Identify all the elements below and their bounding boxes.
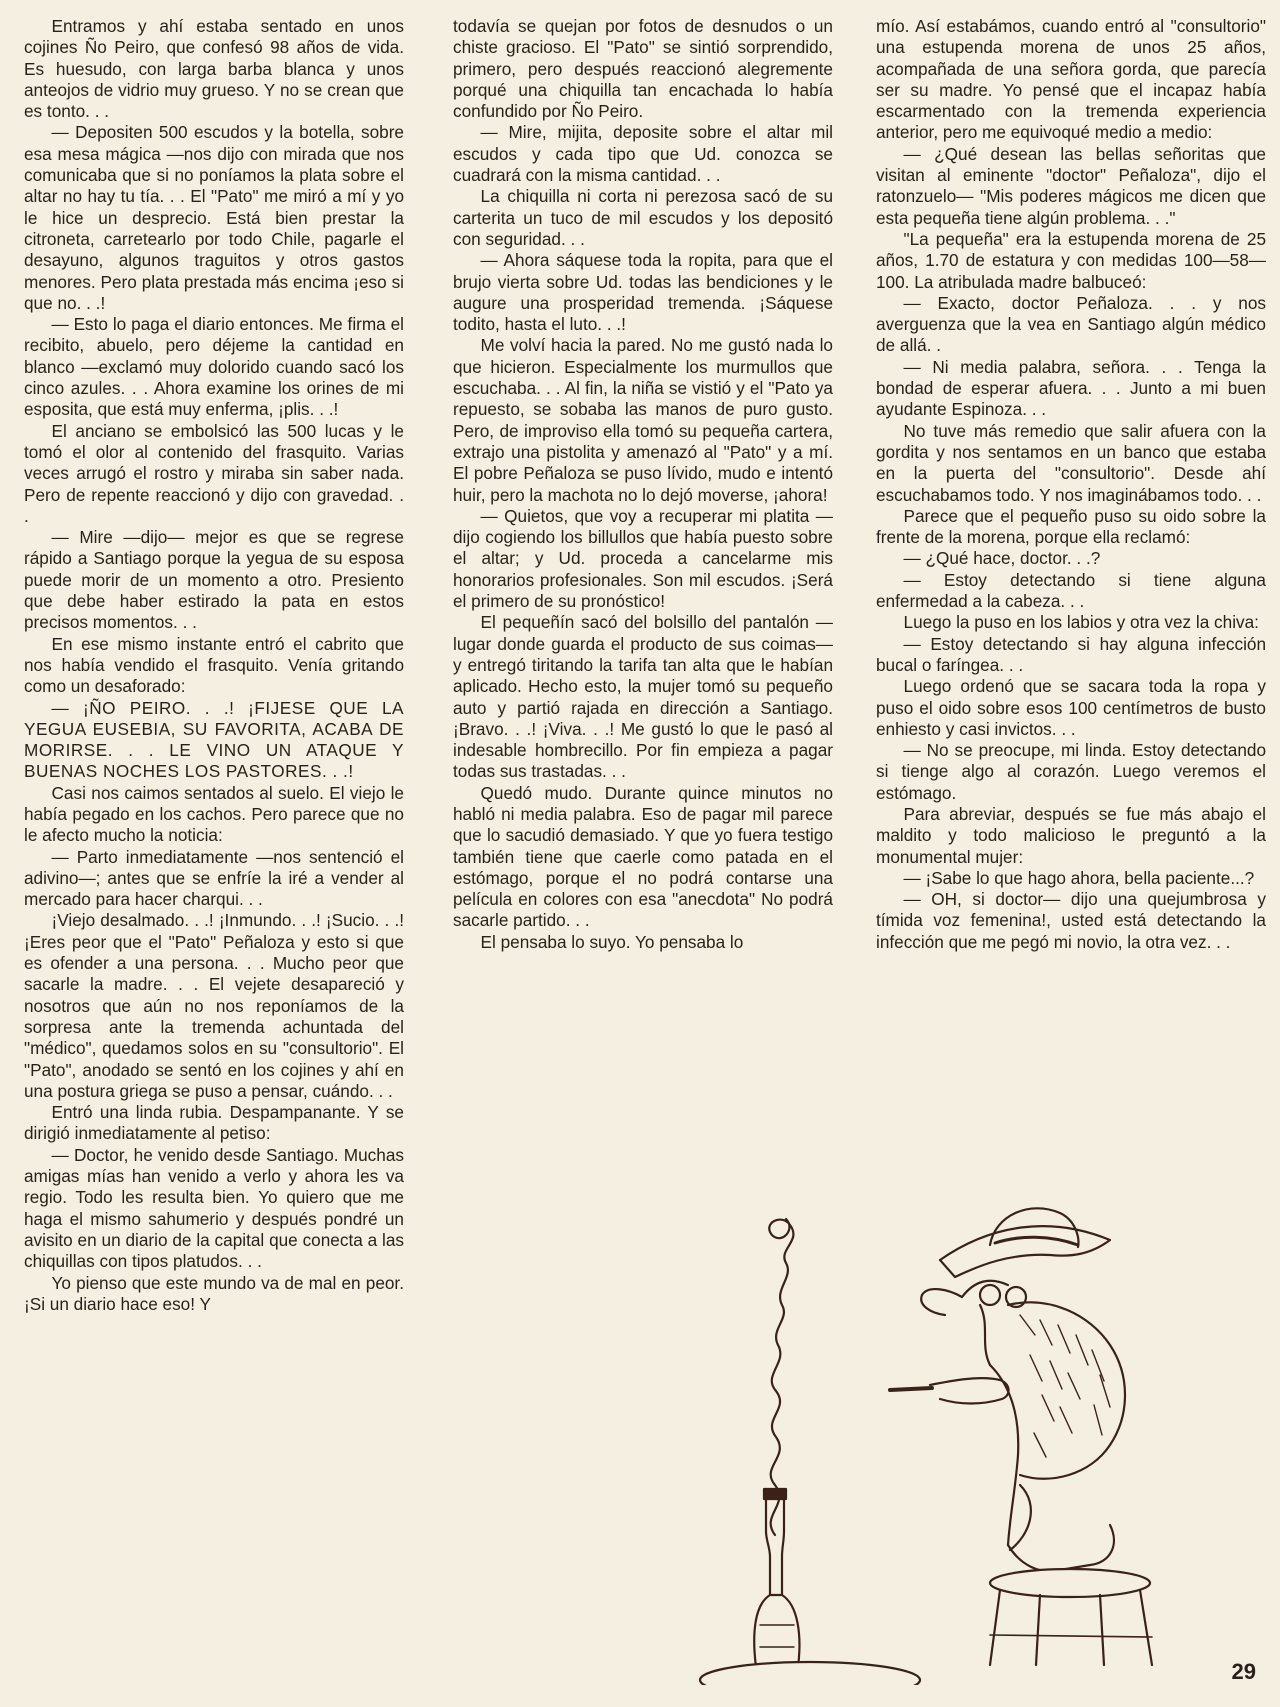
paragraph: "La pequeña" era la estupenda morena de 25 años, 1.70 de estatura y con medidas 100—58—100. La atribulada madre balbuceó:: [876, 228, 1266, 292]
text-column-2: [453, 16, 833, 953]
paragraph: Casi nos caimos sentados al suelo. El viejo le había pegado en los cachos. Pero parece que no le afecto mucho la noticia:: [24, 782, 404, 846]
paragraph: — ¡ÑO PEIRO. . .! ¡FIJESE QUE LA YEGUA EUSEBIA, SU FAVORITA, ACABA DE MORIRSE. . . LE VINO UN ATAQUE Y BUENAS NOCHES LOS PASTORES. . .!: [24, 697, 404, 782]
paragraph: — Ni media palabra, señora. . . Tenga la bondad de esperar afuera. . . Junto a mi buen ayudante Espinoza. . .: [876, 356, 1266, 420]
text-column-1: [24, 16, 404, 1315]
table: [700, 1662, 920, 1685]
paragraph: — Estoy detectando si hay alguna infección bucal o faríngea. . .: [876, 633, 1266, 675]
paragraph: En ese mismo instante entró el cabrito que nos había vendido el frasquito. Venía gritando como un desaforado:: [24, 633, 404, 697]
paragraph: La chiquilla ni corta ni perezosa sacó de su carterita un tuco de mil escudos y los depositó con seguridad. . .: [453, 186, 833, 249]
paragraph: Quedó mudo. Durante quince minutos no habló ni media palabra. Eso de pagar mil parece que lo sacudió demasiado. Y que yo fuera testigo también tiene que caerle como patada en el estómago, porque el no podrá contarse una película en colores con esa "anecdota" No podrá sacarle partido. . .: [453, 782, 833, 931]
paragraph: — ¡Sabe lo que hago ahora, bella paciente...?: [903, 867, 1255, 888]
paragraph: — No se preocupe, mi linda. Estoy detectando si tienge algo al corazón. Luego veremos el estómago.: [876, 740, 1266, 803]
paragraph: Yo pienso que este mundo va de mal en peor. ¡Si un diario hace eso! Y: [24, 1272, 404, 1314]
paragraph: todavía se quejan por fotos de desnudos o un chiste gracioso. El "Pato" se sintió sorprendido, primero, pero después reaccionó alegremente porqué una chiquilla tan encachada lo había confundido por Ño Peiro.: [453, 16, 833, 122]
paragraph: — Esto lo paga el diario entonces. Me firma el recibito, abuelo, pero déjeme la cantidad en blanco —exclamó muy dolorido cuando sacó los cinco azules. . . Ahora examine los orines de mi esposita, que está muy enferma, ¡plis. . .!: [24, 314, 404, 420]
paragraph: — Doctor, he venido desde Santiago. Muchas amigas mías han venido a verlo y ahora les va regio. Todo les resulta bien. Yo quiero que me haga el mismo sahumerio y después pondré un avisito en un diario de la capital que conecta a las chiquillas con tipos platudos. . .: [24, 1144, 404, 1272]
paragraph: Para abreviar, después se fue más abajo el maldito y todo malicioso le preguntó a la monumental mujer:: [876, 803, 1266, 867]
paragraph: — Ahora sáquese toda la ropita, para que el brujo vierta sobre Ud. todas las bendiciones y le augure una prosperidad tremenda. ¡Sáquese todito, hasta el luto. . .!: [453, 250, 833, 335]
paragraph: El anciano se embolsicó las 500 lucas y le tomó el olor al contenido del frasquito. Varias veces arrugó el rostro y miraba sin saber nada. Pero de repente reaccionó y dijo con gravedad. . .: [24, 420, 404, 526]
bottle: [754, 1489, 799, 1667]
smoke-swirl: [769, 1219, 793, 1535]
paragraph: No tuve más remedio que salir afuera con la gordita y nos sentamos en un banco que estaba en la puerta del "consultorio". Desde ahí escuchabamos todo. Y nos imaginábamos todo. . .: [876, 420, 1266, 505]
text-column-3: [876, 16, 1266, 953]
paragraph: Me volví hacia la pared. No me gustó nada lo que hicieron. Especialmente los murmullos que escuchaba. . . Al fin, la niña se vistió y el "Pato ya repuesto, se sobaba las manos de puro gusto. Pero, de improviso ella tomó su pequeña cartera, extrajo una pistolita y amenazó al "Pato" y a mí. El pobre Peñaloza se puso lívido, mudo e intentó huir, pero la machota no lo dejó moverse, ¡ahora!: [453, 335, 833, 505]
paragraph: — ¿Qué hace, doctor. . .?: [903, 548, 1101, 569]
paragraph: — Mire, mijita, deposite sobre el altar mil escudos y cada tipo que Ud. conozca se cuadrará con la misma cantidad. . .: [453, 122, 833, 186]
paragraph: ¡Viejo desalmado. . .! ¡Inmundo. . .! ¡Sucio. . .! ¡Eres peor que el "Pato" Peñaloza y esto si que es ofender a una persona. . . Mucho peor que sacarle la madre. . . El vejete desapareció y nosotros que aún no nos reponíamos de la sorpresa ante la tremenda achuntada del "médico", quedamos solos en su "consultorio". El "Pato", anodado se sentó en los cojines y ahí en una postura griega se puso a pensar, cuándo. . .: [24, 910, 404, 1101]
paragraph: — Depositen 500 escudos y la botella, sobre esa mesa mágica —nos dijo con mirada que nos comunicaba que si no poníamos la plata sobre el altar no hay tu tía. . . El "Pato" me miró a mí y yo le hice un desprecio. Está bien prestar la citroneta, carretearlo por todo Chile, pagarle el desayuno, algunos traguitos y otros gastos menores. Pero plata prestada más encima ¡eso si que no. . .!: [24, 122, 404, 313]
cartoon-illustration: [690, 1185, 1250, 1685]
paragraph: — Mire —dijo— mejor es que se regrese rápido a Santiago porque la yegua de su esposa puede morir de un momento a otro. Presiento que debe haber estirado la pata en estos precisos momentos. . .: [24, 527, 404, 633]
paragraph: — Parto inmediatamente —nos sentenció el adivino—; antes que se enfríe la iré a vender al mercado para hacer charqui. . .: [24, 846, 404, 910]
paragraph: mío. Así estabámos, cuando entró al "consultorio" una estupenda morena de unos 25 años, acompañada de una señora gorda, que parecía ser su madre. Yo pensé que el incapaz había escarmentado con la tremenda experiencia anterior, pero me equivoqué medio a medio:: [876, 16, 1266, 143]
paragraph: Entramos y ahí estaba sentado en unos cojines Ño Peiro, que confesó 98 años de vida. Es huesudo, con larga barba blanca y unos anteojos de vidrio muy grueso. Y no se crean que es tonto. . .: [24, 16, 404, 122]
paragraph: Luego ordenó que se sacara toda la ropa y puso el oido sobre esos 100 centímetros de busto enhiesto y casi invictos. . .: [876, 676, 1266, 739]
paragraph: — OH, si doctor— dijo una quejumbrosa y tímida voz femenina!, usted está detectando la infección que me pegó mi novio, la otra vez. . .: [876, 889, 1266, 952]
paragraph: Entró una linda rubia. Despampanante. Y se dirigió inmediatamente al petiso:: [24, 1102, 404, 1144]
paragraph: El pequeñín sacó del bolsillo del pantalón —lugar donde guarda el producto de sus coimas— y entregó tiritando la tarifa tan alta que le habían aplicado. Hecho esto, la mujer tomó su pequeño auto y partió rajada en dirección a Santiago. ¡Bravo. . .! ¡Viva. . .! Me gustó lo que le pasó al indesable hombrecillo. Por fin empieza a pagar todas sus trastadas. . .: [453, 612, 833, 782]
paragraph: — Estoy detectando si tiene alguna enfermedad a la cabeza. . .: [876, 569, 1266, 612]
paragraph: — Exacto, doctor Peñaloza. . . y nos averguenza que la vea en Santiago algún médico de allá. .: [876, 292, 1266, 356]
paragraph: — ¿Qué desean las bellas señoritas que visitan al eminente "doctor" Peñaloza", dijo el ratonzuelo— "Mis poderes mágicos me dicen que esta pequeña tiene algún problema. . .": [876, 143, 1266, 228]
paragraph: El pensaba lo suyo. Yo pensaba lo: [480, 931, 744, 952]
paragraph: Luego la puso en los labios y otra vez la chiva:: [903, 612, 1259, 633]
paragraph: Parece que el pequeño puso su oido sobre la frente de la morena, porque ella reclamó:: [876, 505, 1266, 548]
page-number: 29: [1231, 1659, 1256, 1684]
old-man-figure: [890, 1208, 1152, 1665]
paragraph: — Quietos, que voy a recuperar mi platita —dijo cogiendo los billullos que había puesto sobre el altar; y Ud. proceda a cancelarme mis honorarios profesionales. Son mil escudos. ¡Será el primero de su pronóstico!: [453, 505, 833, 612]
